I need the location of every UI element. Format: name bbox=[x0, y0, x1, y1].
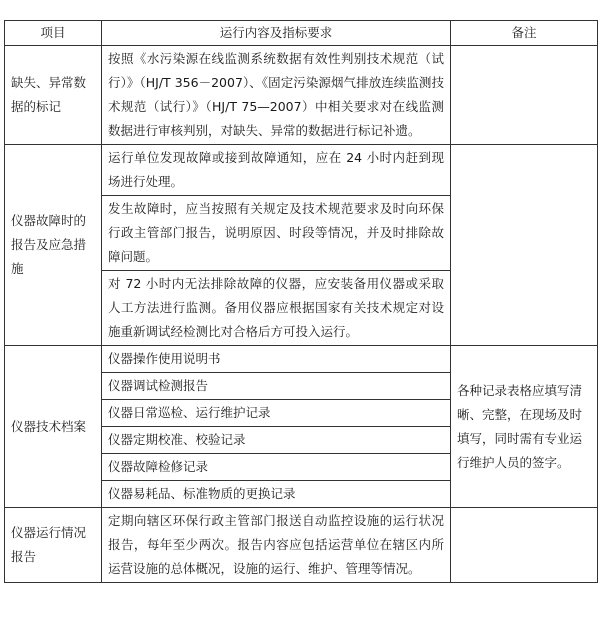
content-cell: 定期向辖区环保行政主管部门报送自动监控设施的运行状况报告，每年至少两次。报告内容应包括运营单位在辖区内所运营设施的总体概况，设施的运行、维护、管理等情况。 bbox=[102, 508, 451, 583]
header-note: 备注 bbox=[451, 21, 598, 46]
content-cell: 仪器定期校准、校验记录 bbox=[102, 427, 451, 454]
table-row bbox=[5, 145, 598, 196]
note-cell bbox=[451, 46, 598, 145]
requirements-table bbox=[4, 20, 598, 583]
content-cell: 仪器操作使用说明书 bbox=[102, 346, 451, 373]
header-content: 运行内容及指标要求 bbox=[102, 21, 451, 46]
content-cell: 仪器调试检测报告 bbox=[102, 373, 451, 400]
table-row bbox=[5, 46, 598, 145]
item-cell: 仪器故障时的报告及应急措施 bbox=[5, 145, 102, 346]
note-cell: 各种记录表格应填写清晰、完整，在现场及时填写，同时需有专业运行维护人员的签字。 bbox=[451, 346, 598, 508]
table-row bbox=[5, 508, 598, 583]
content-cell: 仪器易耗品、标准物质的更换记录 bbox=[102, 481, 451, 508]
content-cell: 仪器故障检修记录 bbox=[102, 454, 451, 481]
content-cell: 对 72 小时内无法排除故障的仪器，应安装备用仪器或采取人工方法进行监测。备用仪器应根据国家有关技术规定对设施重新调试经检测比对合格后方可投入运行。 bbox=[102, 271, 451, 346]
table-header-row bbox=[5, 21, 598, 46]
header-item: 项目 bbox=[5, 21, 102, 46]
item-cell: 缺失、异常数据的标记 bbox=[5, 46, 102, 145]
content-cell: 运行单位发现故障或接到故障通知，应在 24 小时内赶到现场进行处理。 bbox=[102, 145, 451, 196]
content-cell: 按照《水污染源在线监测系统数据有效性判别技术规范（试行）》（HJ/T 356－2007）、《固定污染源烟气排放连续监测技术规范（试行）》（HJ/T 75—2007）中相关要求对在线监测数据进行审核判别，对缺失、异常的数据进行标记补遗。 bbox=[102, 46, 451, 145]
item-cell: 仪器运行情况报告 bbox=[5, 508, 102, 583]
content-cell: 仪器日常巡检、运行维护记录 bbox=[102, 400, 451, 427]
note-cell bbox=[451, 145, 598, 346]
item-cell: 仪器技术档案 bbox=[5, 346, 102, 508]
table-row bbox=[5, 346, 598, 373]
content-cell: 发生故障时，应当按照有关规定及技术规范要求及时向环保行政主管部门报告，说明原因、时段等情况，并及时排除故障问题。 bbox=[102, 196, 451, 271]
note-cell bbox=[451, 508, 598, 583]
